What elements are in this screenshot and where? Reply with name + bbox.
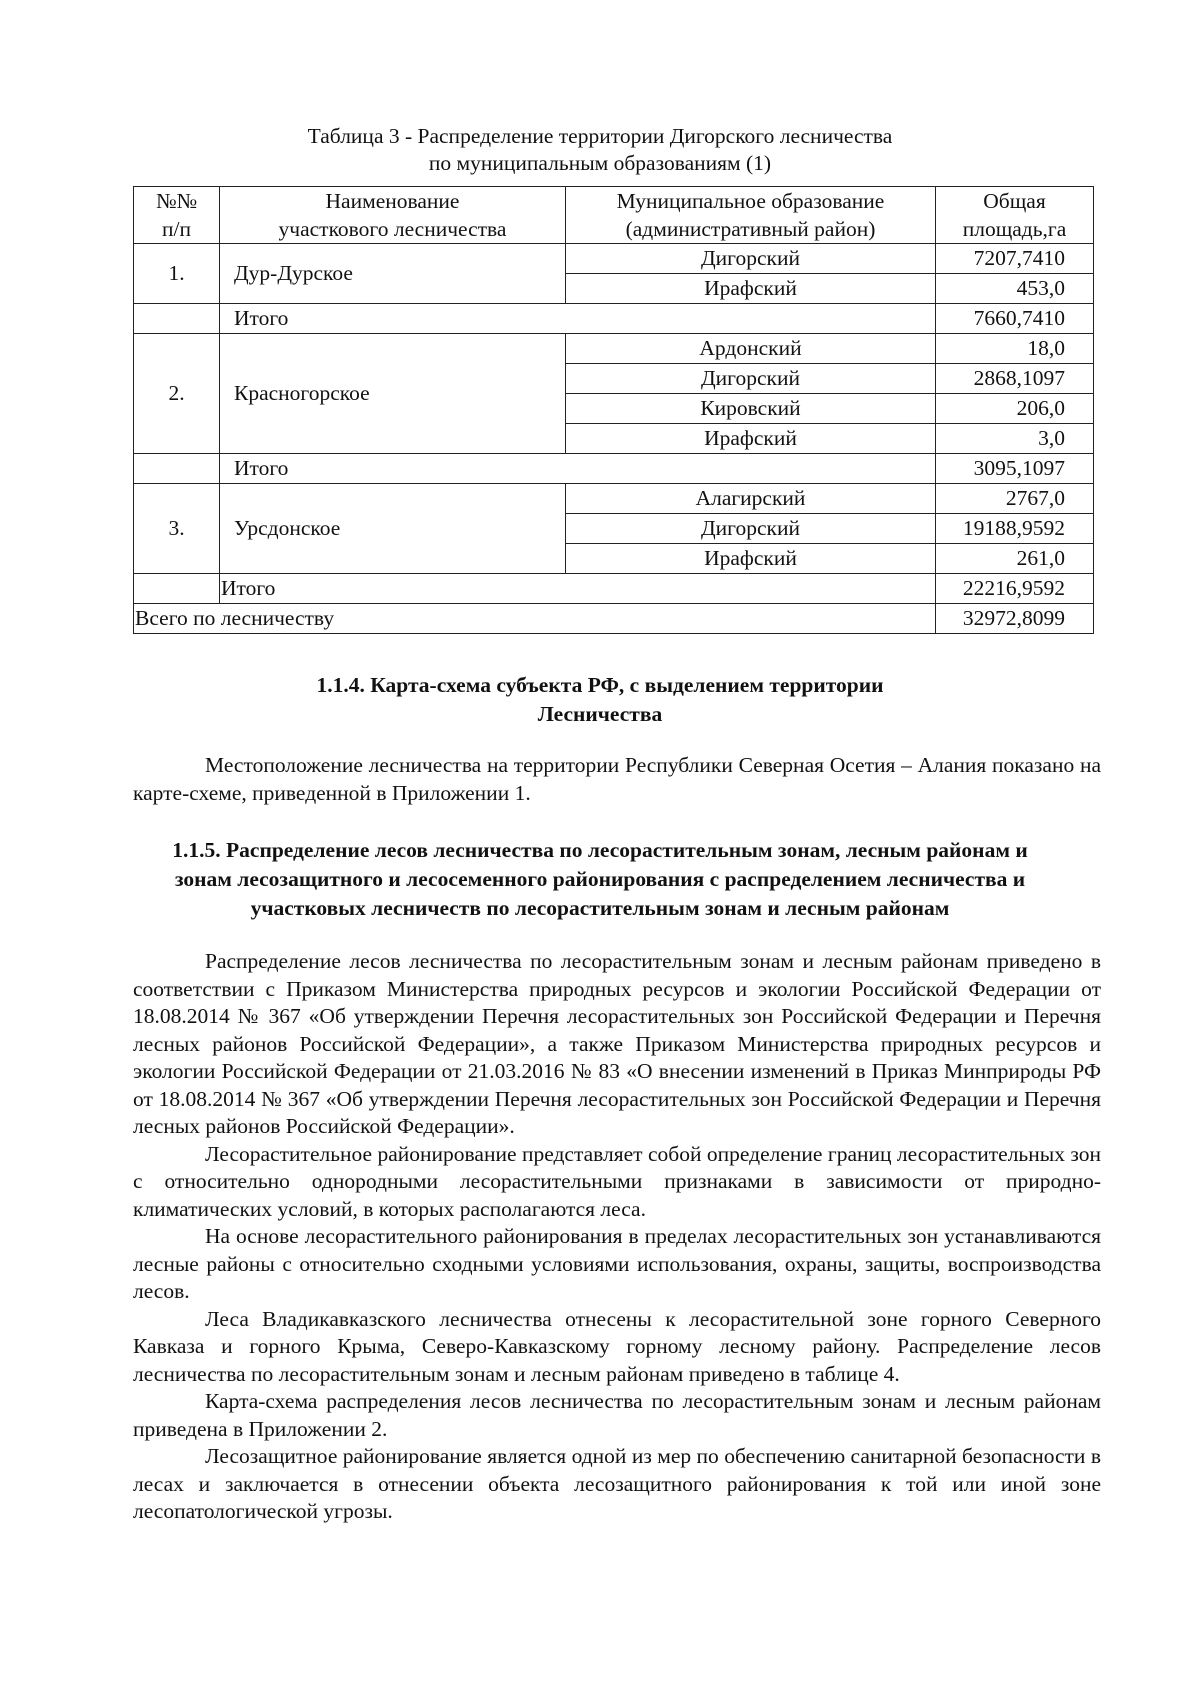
section-115-body	[133, 948, 1101, 1526]
district-name: Ирафский	[566, 274, 936, 304]
subtotal-label: Итого	[220, 454, 936, 484]
paragraph: Лесорастительное районирование представляет собой определение границ лесорастительных зон с относительно однородными лесорастительными признаками в зависимости от природно-климатических условий, в которых располагаются леса.	[133, 1141, 1101, 1221]
area-value: 3,0	[936, 424, 1094, 454]
row-number: 2.	[134, 334, 220, 454]
table-row	[134, 484, 1094, 514]
table-caption	[0, 123, 1200, 177]
district-name: Алагирский	[566, 484, 936, 514]
subtotal-row	[134, 574, 1094, 604]
district-name: Кировский	[566, 394, 936, 424]
area-value: 18,0	[936, 334, 1094, 364]
district-distribution-table	[133, 186, 1094, 634]
forestry-name: Урсдонское	[220, 484, 566, 574]
district-name: Ирафский	[566, 424, 936, 454]
subtotal-label: Итого	[220, 304, 936, 334]
grand-total-label: Всего по лесничеству	[134, 604, 936, 634]
subtotal-label: Итого	[220, 574, 936, 604]
subtotal-value: 3095,1097	[936, 454, 1094, 484]
subtotal-row	[134, 304, 1094, 334]
table-caption-line1: Таблица 3 - Распределение территории Дигорского лесничества	[307, 124, 893, 148]
table-caption-line2: по муниципальным образованиям (1)	[428, 151, 772, 175]
section-115-heading: 1.1.5. Распределение лесов лесничества по лесорастительным зонам, лесным районам и зонам лесозащитного и лесосеменного районирования с распределением лесничества и участковых лесничеств по лесорастительным зонам и лесным районам	[172, 838, 1028, 920]
forestry-name: Дур-Дурское	[220, 244, 566, 304]
subtotal-row	[134, 454, 1094, 484]
subtotal-value: 7660,7410	[936, 304, 1094, 334]
district-name: Ардонский	[566, 334, 936, 364]
table-header-row	[134, 187, 1094, 244]
table-row	[134, 334, 1094, 364]
row-number: 1.	[134, 244, 220, 304]
district-name: Дигорский	[566, 244, 936, 274]
district-name: Дигорский	[566, 364, 936, 394]
forestry-name: Красногорское	[220, 334, 566, 454]
area-value: 261,0	[936, 544, 1094, 574]
grand-total-value: 32972,8099	[936, 604, 1094, 634]
area-value: 2868,1097	[936, 364, 1094, 394]
header-number: №№ п/п	[134, 187, 220, 244]
paragraph: На основе лесорастительного районирования в пределах лесорастительных зон устанавливаются лесные районы с относительно сходными условиями использования, охраны, защиты, воспроизводства лесов.	[133, 1224, 1101, 1303]
header-forestry-name: Наименование участкового лесничества	[220, 187, 566, 244]
district-name: Ирафский	[566, 544, 936, 574]
section-114-body	[133, 752, 1101, 807]
header-area: Общая площадь,га	[936, 187, 1094, 244]
area-value: 2767,0	[936, 484, 1094, 514]
section-114-heading: 1.1.4. Карта-схема субъекта РФ, с выделением территории Лесничества	[316, 673, 884, 726]
paragraph: Местоположение лесничества на территории Республики Северная Осетия – Алания показано на карте-схеме, приведенной в Приложении 1.	[133, 753, 1101, 805]
subtotal-value: 22216,9592	[936, 574, 1094, 604]
header-municipality: Муниципальное образование (административный район)	[566, 187, 936, 244]
table-row	[134, 244, 1094, 274]
district-name: Дигорский	[566, 514, 936, 544]
paragraph: Распределение лесов лесничества по лесорастительным зонам и лесным районам приведено в соответствии с Приказом Министерства природных ресурсов и экологии Российской Федерации от 18.08.2014 № 367 «Об утверждении Перечня лесорастительных зон Российской Федерации и Перечня лесных районов Российской Федерации», а также Приказом Министерства природных ресурсов и экологии Российской Федерации от 21.03.2016 № 83 «О внесении изменений в Приказ Минприроды РФ от 18.08.2014 № 367 «Об утверждении Перечня лесорастительных зон Российской Федерации и Перечня лесных районов Российской Федерации».	[133, 949, 1101, 1138]
paragraph: Карта-схема распределения лесов лесничества по лесорастительным зонам и лесным районам приведена в Приложении 2.	[133, 1389, 1101, 1441]
area-value: 19188,9592	[936, 514, 1094, 544]
area-value: 7207,7410	[936, 244, 1094, 274]
area-value: 453,0	[936, 274, 1094, 304]
paragraph: Леса Владикавказского лесничества отнесены к лесорастительной зоне горного Северного Кавказа и горного Крыма, Северо-Кавказскому горному лесному району. Распределение лесов лесничества по лесорастительным зонам и лесным районам приведено в таблице 4.	[133, 1306, 1101, 1386]
paragraph: Лесозащитное районирование является одной из мер по обеспечению санитарной безопасности в лесах и заключается в отнесении объекта лесозащитного районирования к той или иной зоне лесопатологической угрозы.	[133, 1444, 1101, 1523]
row-number: 3.	[134, 484, 220, 574]
grand-total-row	[134, 604, 1094, 634]
area-value: 206,0	[936, 394, 1094, 424]
